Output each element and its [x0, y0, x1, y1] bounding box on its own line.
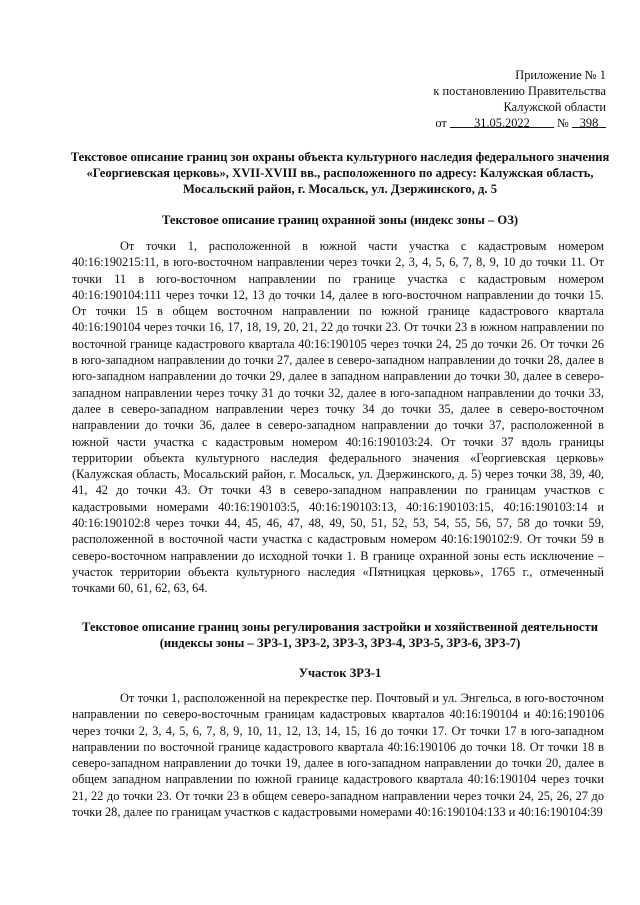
date-label: от — [435, 116, 447, 130]
number-label: № — [557, 116, 569, 130]
date-value: 31.05.2022 — [450, 115, 554, 128]
subheading-zrz-1: Участок ЗРЗ-1 — [298, 666, 382, 680]
section-heading-zrz: Текстовое описание границ зоны регулирования застройки и хозяйственной деятельности (индексы зоны – ЗРЗ-1, ЗРЗ-2, ЗРЗ-3, ЗРЗ-4, ЗРЗ-5, ЗРЗ-6, ЗРЗ-7) — [82, 620, 598, 650]
appendix-title: Приложение № 1 — [515, 68, 606, 82]
appendix-header — [433, 67, 606, 131]
appendix-region: Калужской области — [503, 100, 606, 114]
number-value: 398 — [572, 115, 606, 128]
section-text-zrz-1: От точки 1, расположенной на перекрестке пер. Почтовый и ул. Энгельса, в юго-восточном направлении по северо-восточным границам кадастровых кварталов 40:16:190104 и 40:16:190106 через точки 2, 3, 4, 5, 6, 7, 8, 9, 10, 11, 12, 13, 14, 15, 16 до точки 17. От точки 17 в юго-западном направлении по восточной границе кадастрового квартала 40:16:190106 до точки 18. От точки 18 в северо-западном направлении до точки 19, далее в юго-западном направлении до точки 20, далее в общем западном направлении по южной границе кадастрового квартала 40:16:190104 через точки 21, 22 до точки 23. От точки 23 в общем северо-западном направлении через точки 24, 25, 26, 27 до точки 28, далее по границам участков с кадастровыми номерами 40:16:190104:133 и 40:16:190104:39 — [72, 691, 604, 820]
appendix-date-number — [433, 115, 606, 131]
appendix-resolution: к постановлению Правительства — [433, 84, 606, 98]
section-heading-oz: Текстовое описание границ охранной зоны (индекс зоны – ОЗ) — [161, 213, 519, 227]
section-text-oz: От точки 1, расположенной в южной части участка с кадастровым номером 40:16:190215:11, в юго-восточном направлении через точки 2, 3, 4, 5, 6, 7, 8, 9, 10 до точки 11. От точки 11 в юго-восточном направлении по границе участка с кадастровым номером 40:16:190104:111 через точки 12, 13 до точки 14, далее в юго-восточном направлении до точки 15. От точки 15 в общем восточном направлении по южной границе кадастрового квартала 40:16:190104 через точки 16, 17, 18, 19, 20, 21, 22 до точки 23. От точки 23 в южном направлении по восточной границе кадастрового квартала 40:16:190105 через точки 24, 25 до точки 26. От точки 26 в юго-западном направлении до точки 27, далее в северо-западном направлении до точки 28, далее в юго-западном направлении до точки 29, далее в западном направлении до точки 30, далее в северо-западном направлении через точку 31 до точки 32, далее в юго-западном направлении до точки 33, далее в северо-западном направлении через точку 34 до точки 35, далее в северо-восточном направлении до точки 36, далее в северо-западном направлении до точки 37, расположенной в южной части участка с кадастровым номером 40:16:190103:24. От точки 37 вдоль границы территории объекта культурного наследия федерального значения «Георгиевская церковь» (Калужская область, Мосальский район, г. Мосальск, ул. Дзержинского, д. 5) через точки 38, 39, 40, 41, 42 до точки 43. От точки 43 в северо-западном направлении по границам участков с кадастровыми номерами 40:16:190103:5, 40:16:190103:13, 40:16:190103:15, 40:16:190103:14 и 40:16:190102:8 через точки 44, 45, 46, 47, 48, 49, 50, 51, 52, 53, 54, 55, 56, 57, 58 до точки 59, расположенной в восточной части участка с кадастровым номером 40:16:190102:9. От точки 59 в северо-восточном направлении до исходной точки 1. В границе охранной зоны есть исключение – участок территории объекта культурного наследия «Пятницкая церковь», 1765 г., отмеченный точками 60, 61, 62, 63, 64. — [72, 239, 604, 596]
document-title: Текстовое описание границ зон охраны объекта культурного наследия федерального значения «Георгиевская церковь», XVII-XVIII вв., расположенного по адресу: Калужская область, Мосальский район, г. Мосальск, ул. Дзержинского, д. 5 — [70, 150, 610, 196]
